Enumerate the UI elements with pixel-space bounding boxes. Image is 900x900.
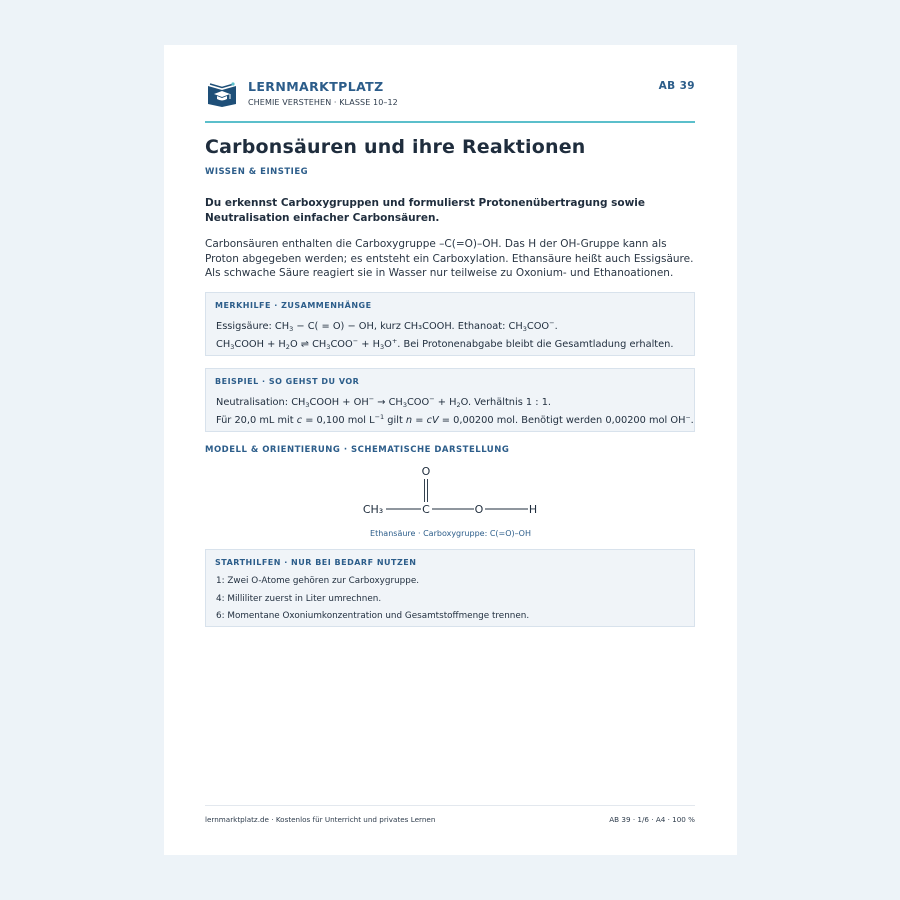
brand-name: LERNMARKTPLATZ — [248, 79, 384, 94]
footer-divider — [205, 805, 695, 806]
sheet-id: AB 39 — [658, 80, 695, 92]
worksheet-page — [164, 45, 737, 855]
hints-title: STARTHILFEN · NUR BEI BEDARF NUTZEN — [215, 558, 417, 567]
beispiel-line-1-prefix: Neutralisation: — [216, 397, 289, 408]
model-section-title: MODELL & ORIENTIERUNG · SCHEMATISCHE DARSTELLUNG — [205, 445, 510, 455]
atom-c: C — [422, 503, 430, 516]
beispiel-title: BEISPIEL · SO GEHST DU VOR — [215, 377, 360, 386]
merkhilfe-line-2 — [216, 337, 673, 351]
atom-o-top: O — [421, 465, 431, 478]
formula-neutralisation: $CH_3COOH + OH^- \to CH_3COO^- + H_2O$ — [291, 395, 468, 409]
merkhilfe-box — [205, 292, 695, 356]
brand-subtitle: CHEMIE VERSTEHEN · KLASSE 10–12 — [248, 98, 398, 107]
header-divider — [205, 121, 695, 123]
section-kicker: WISSEN & EINSTIEG — [205, 167, 309, 177]
learning-goal: Du erkennst Carboxygruppen und formulierst Protonenübertragung sowie Neutralisation einfacher Carbonsäuren. — [205, 197, 646, 224]
beispiel-line-1 — [216, 395, 551, 409]
page-title: Carbonsäuren und ihre Reaktionen — [205, 136, 586, 158]
footer-source: lernmarktplatz.de · Kostenlos für Unterricht und privates Lernen — [205, 815, 436, 824]
book-graduation-cap-icon — [207, 81, 237, 107]
hint-item: 4: Milliliter zuerst in Liter umrechnen. — [216, 594, 382, 604]
beispiel-line-2-mid: gilt — [387, 415, 403, 426]
formula-ethanoat: $CH_3COO^-$ — [508, 319, 555, 333]
beispiel-line-1-suffix: . Verhältnis 1 : 1. — [467, 397, 552, 408]
formula-amount: n = cV = 0,00200 mol — [405, 415, 515, 426]
hints-box — [205, 549, 695, 627]
beispiel-line-2-suffix: . Benötigt werden 0,00200 mol OH⁻. — [515, 415, 694, 426]
header — [205, 79, 695, 123]
formula-protolysis: $CH_3COOH + H_2O$ ⇌ $CH_3COO^- + H_3O^+$ — [216, 337, 398, 351]
formula-concentration: c = 0,100 mol $L^{-1}$ — [296, 413, 385, 426]
merkhilfe-line-1: Essigsäure: $CH_3 - C( = O)$ − OH, kurz CH₃COOH. Ethanoat: $CH_3COO^-$. — [216, 319, 558, 333]
hint-item: 6: Momentane Oxoniumkonzentration und Gesamtstoffmenge trennen. — [216, 611, 530, 621]
merkhilfe-line-1-prefix: Essigsäure: — [216, 321, 272, 332]
merkhilfe-title: MERKHILFE · ZUSAMMENHÄNGE — [215, 301, 372, 310]
merkhilfe-line-1-mid: , kurz CH₃COOH. Ethanoat: — [373, 321, 506, 332]
diagram-caption: Ethansäure · Carboxygruppe: C(=O)–OH — [370, 529, 531, 538]
intro-paragraph: Carbonsäuren enthalten die Carboxygruppe –C(=O)–OH. Das H der OH-Gruppe kann als Proton abgegeben werden; es entsteht ein Carboxylation. Ethansäure heißt auch Essigsäure. Als schwache Säure reagiert sie in Wasser nur teilweise zu Oxonium- und Ethanoationen. — [205, 238, 694, 279]
beispiel-line-2-prefix: Für 20,0 mL mit — [216, 415, 294, 426]
hint-item: 1: Zwei O-Atome gehören zur Carboxygruppe. — [216, 576, 420, 586]
formula-essigsaeure: $CH_3 - C( = O)$ − OH — [274, 321, 374, 333]
beispiel-line-2 — [216, 413, 694, 426]
atom-ch3: CH₃ — [362, 503, 384, 516]
beispiel-box — [205, 368, 695, 432]
atom-o: O — [474, 503, 484, 516]
atom-h: H — [528, 503, 538, 516]
merkhilfe-line-2-suffix: . Bei Protonenabgabe bleibt die Gesamtladung erhalten. — [397, 339, 674, 350]
footer-page-info: AB 39 · 1/6 · A4 · 100 % — [609, 815, 695, 824]
